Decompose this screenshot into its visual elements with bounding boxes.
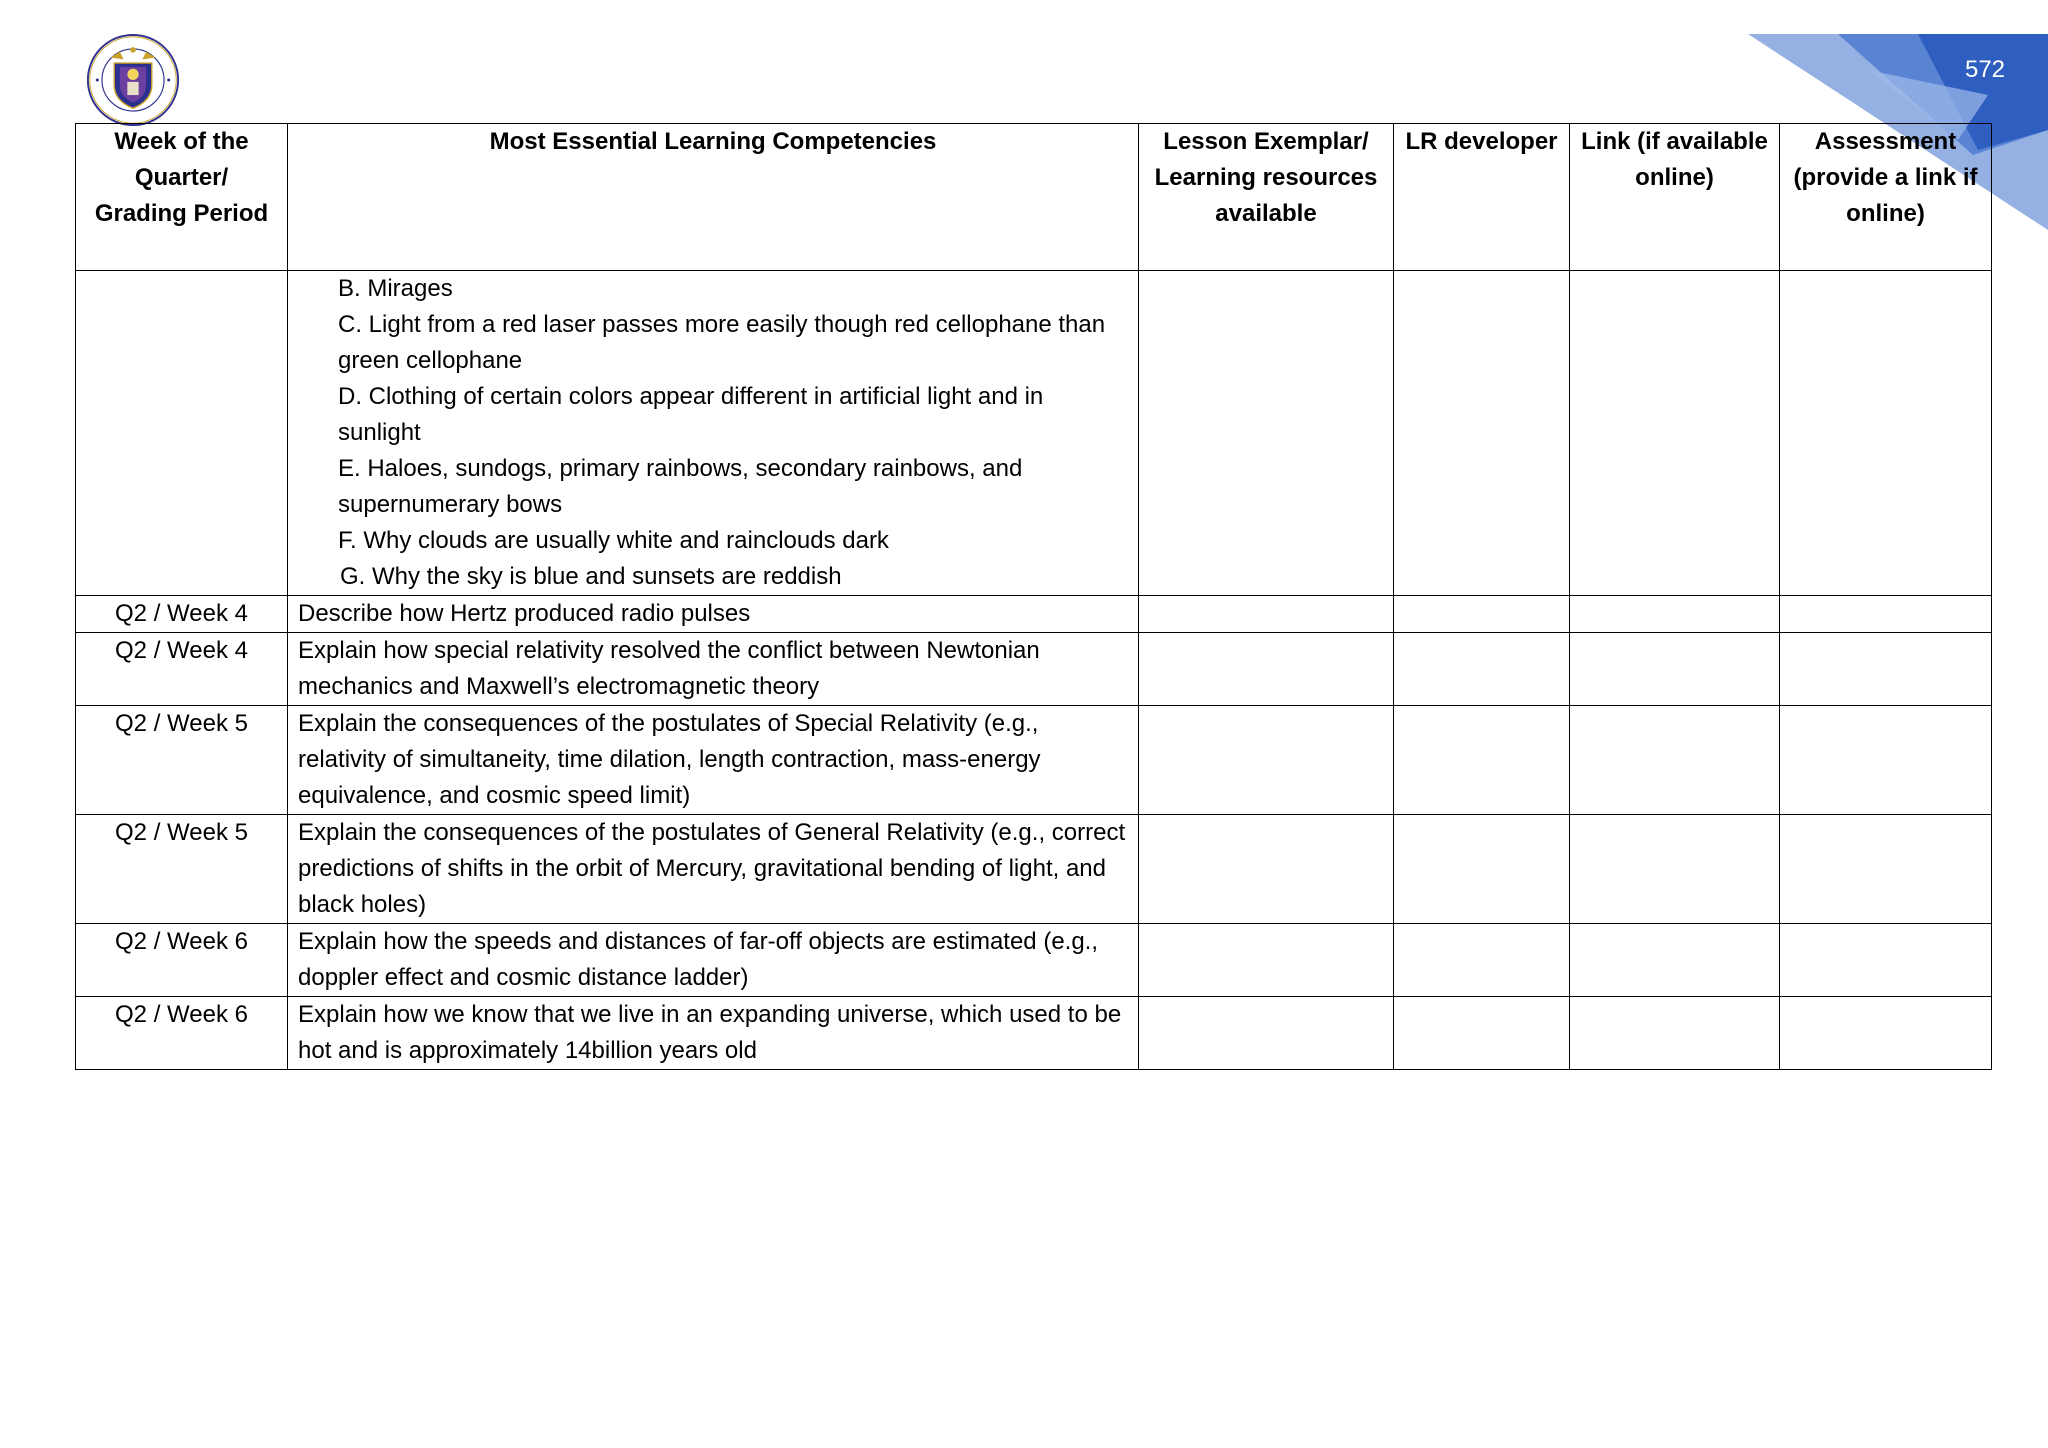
competency-cell: Explain the consequences of the postulates of Special Relativity (e.g., relativity of simultaneity, time dilation, length contraction, mass-energy equivalence, and cosmic speed limit) — [288, 706, 1139, 815]
lr-cell — [1394, 633, 1570, 706]
table-row — [76, 633, 1992, 706]
header-week: Week of the Quarter/ Grading Period — [76, 124, 288, 271]
week-cell: Q2 / Week 4 — [76, 633, 288, 706]
link-cell — [1570, 815, 1780, 924]
link-cell — [1570, 596, 1780, 633]
lesson-cell — [1139, 706, 1394, 815]
lr-cell — [1394, 924, 1570, 997]
competency-cell — [288, 271, 1139, 596]
list-item: G. Why the sky is blue and sunsets are reddish — [340, 563, 842, 590]
link-cell — [1570, 706, 1780, 815]
table-row — [76, 596, 1992, 633]
table-row — [76, 706, 1992, 815]
week-cell: Q2 / Week 6 — [76, 997, 288, 1070]
melc-table — [75, 123, 1992, 1070]
lr-cell — [1394, 815, 1570, 924]
lesson-cell — [1139, 633, 1394, 706]
page-number: 572 — [1964, 56, 2006, 83]
lesson-cell — [1139, 271, 1394, 596]
week-cell — [76, 271, 288, 596]
assessment-cell — [1780, 706, 1992, 815]
list-item: B. Mirages — [338, 275, 453, 302]
link-cell — [1570, 924, 1780, 997]
header-lr-developer: LR developer — [1394, 124, 1570, 271]
assessment-cell — [1780, 271, 1992, 596]
link-cell — [1570, 997, 1780, 1070]
competency-cell: Explain how special relativity resolved the conflict between Newtonian mechanics and Maxwell’s electromagnetic theory — [288, 633, 1139, 706]
list-item: C. Light from a red laser passes more easily though red cellophane than green cellophane — [338, 311, 1106, 374]
table-header-row — [76, 124, 1992, 271]
lesson-cell — [1139, 997, 1394, 1070]
assessment-cell — [1780, 815, 1992, 924]
lr-cell — [1394, 706, 1570, 815]
competency-cell: Explain the consequences of the postulates of General Relativity (e.g., correct predictions of shifts in the orbit of Mercury, gravitational bending of light, and black holes) — [288, 815, 1139, 924]
header-lesson-exemplar: Lesson Exemplar/ Learning resources available — [1139, 124, 1394, 271]
lesson-cell — [1139, 815, 1394, 924]
header-assessment: Assessment (provide a link if online) — [1780, 124, 1992, 271]
competency-cell: Explain how we know that we live in an expanding universe, which used to be hot and is approximately 14billion years old — [288, 997, 1139, 1070]
week-cell: Q2 / Week 6 — [76, 924, 288, 997]
header-link: Link (if available online) — [1570, 124, 1780, 271]
assessment-cell — [1780, 596, 1992, 633]
link-cell — [1570, 271, 1780, 596]
list-item: E. Haloes, sundogs, primary rainbows, secondary rainbows, and supernumerary bows — [338, 455, 1023, 518]
assessment-cell — [1780, 633, 1992, 706]
list-item: D. Clothing of certain colors appear different in artificial light and in sunlight — [338, 383, 1044, 446]
table-row — [76, 271, 1992, 596]
lesson-cell — [1139, 596, 1394, 633]
deped-seal-logo — [86, 33, 180, 127]
list-item: F. Why clouds are usually white and rainclouds dark — [338, 527, 889, 554]
week-cell: Q2 / Week 5 — [76, 815, 288, 924]
lr-cell — [1394, 997, 1570, 1070]
lesson-cell — [1139, 924, 1394, 997]
link-cell — [1570, 633, 1780, 706]
header-competencies: Most Essential Learning Competencies — [288, 124, 1139, 271]
assessment-cell — [1780, 924, 1992, 997]
table-row — [76, 815, 1992, 924]
week-cell: Q2 / Week 4 — [76, 596, 288, 633]
lr-cell — [1394, 596, 1570, 633]
competency-cell: Describe how Hertz produced radio pulses — [288, 596, 1139, 633]
competency-cell: Explain how the speeds and distances of far-off objects are estimated (e.g., doppler effect and cosmic distance ladder) — [288, 924, 1139, 997]
assessment-cell — [1780, 997, 1992, 1070]
lr-cell — [1394, 271, 1570, 596]
table-row — [76, 997, 1992, 1070]
table-row — [76, 924, 1992, 997]
week-cell: Q2 / Week 5 — [76, 706, 288, 815]
